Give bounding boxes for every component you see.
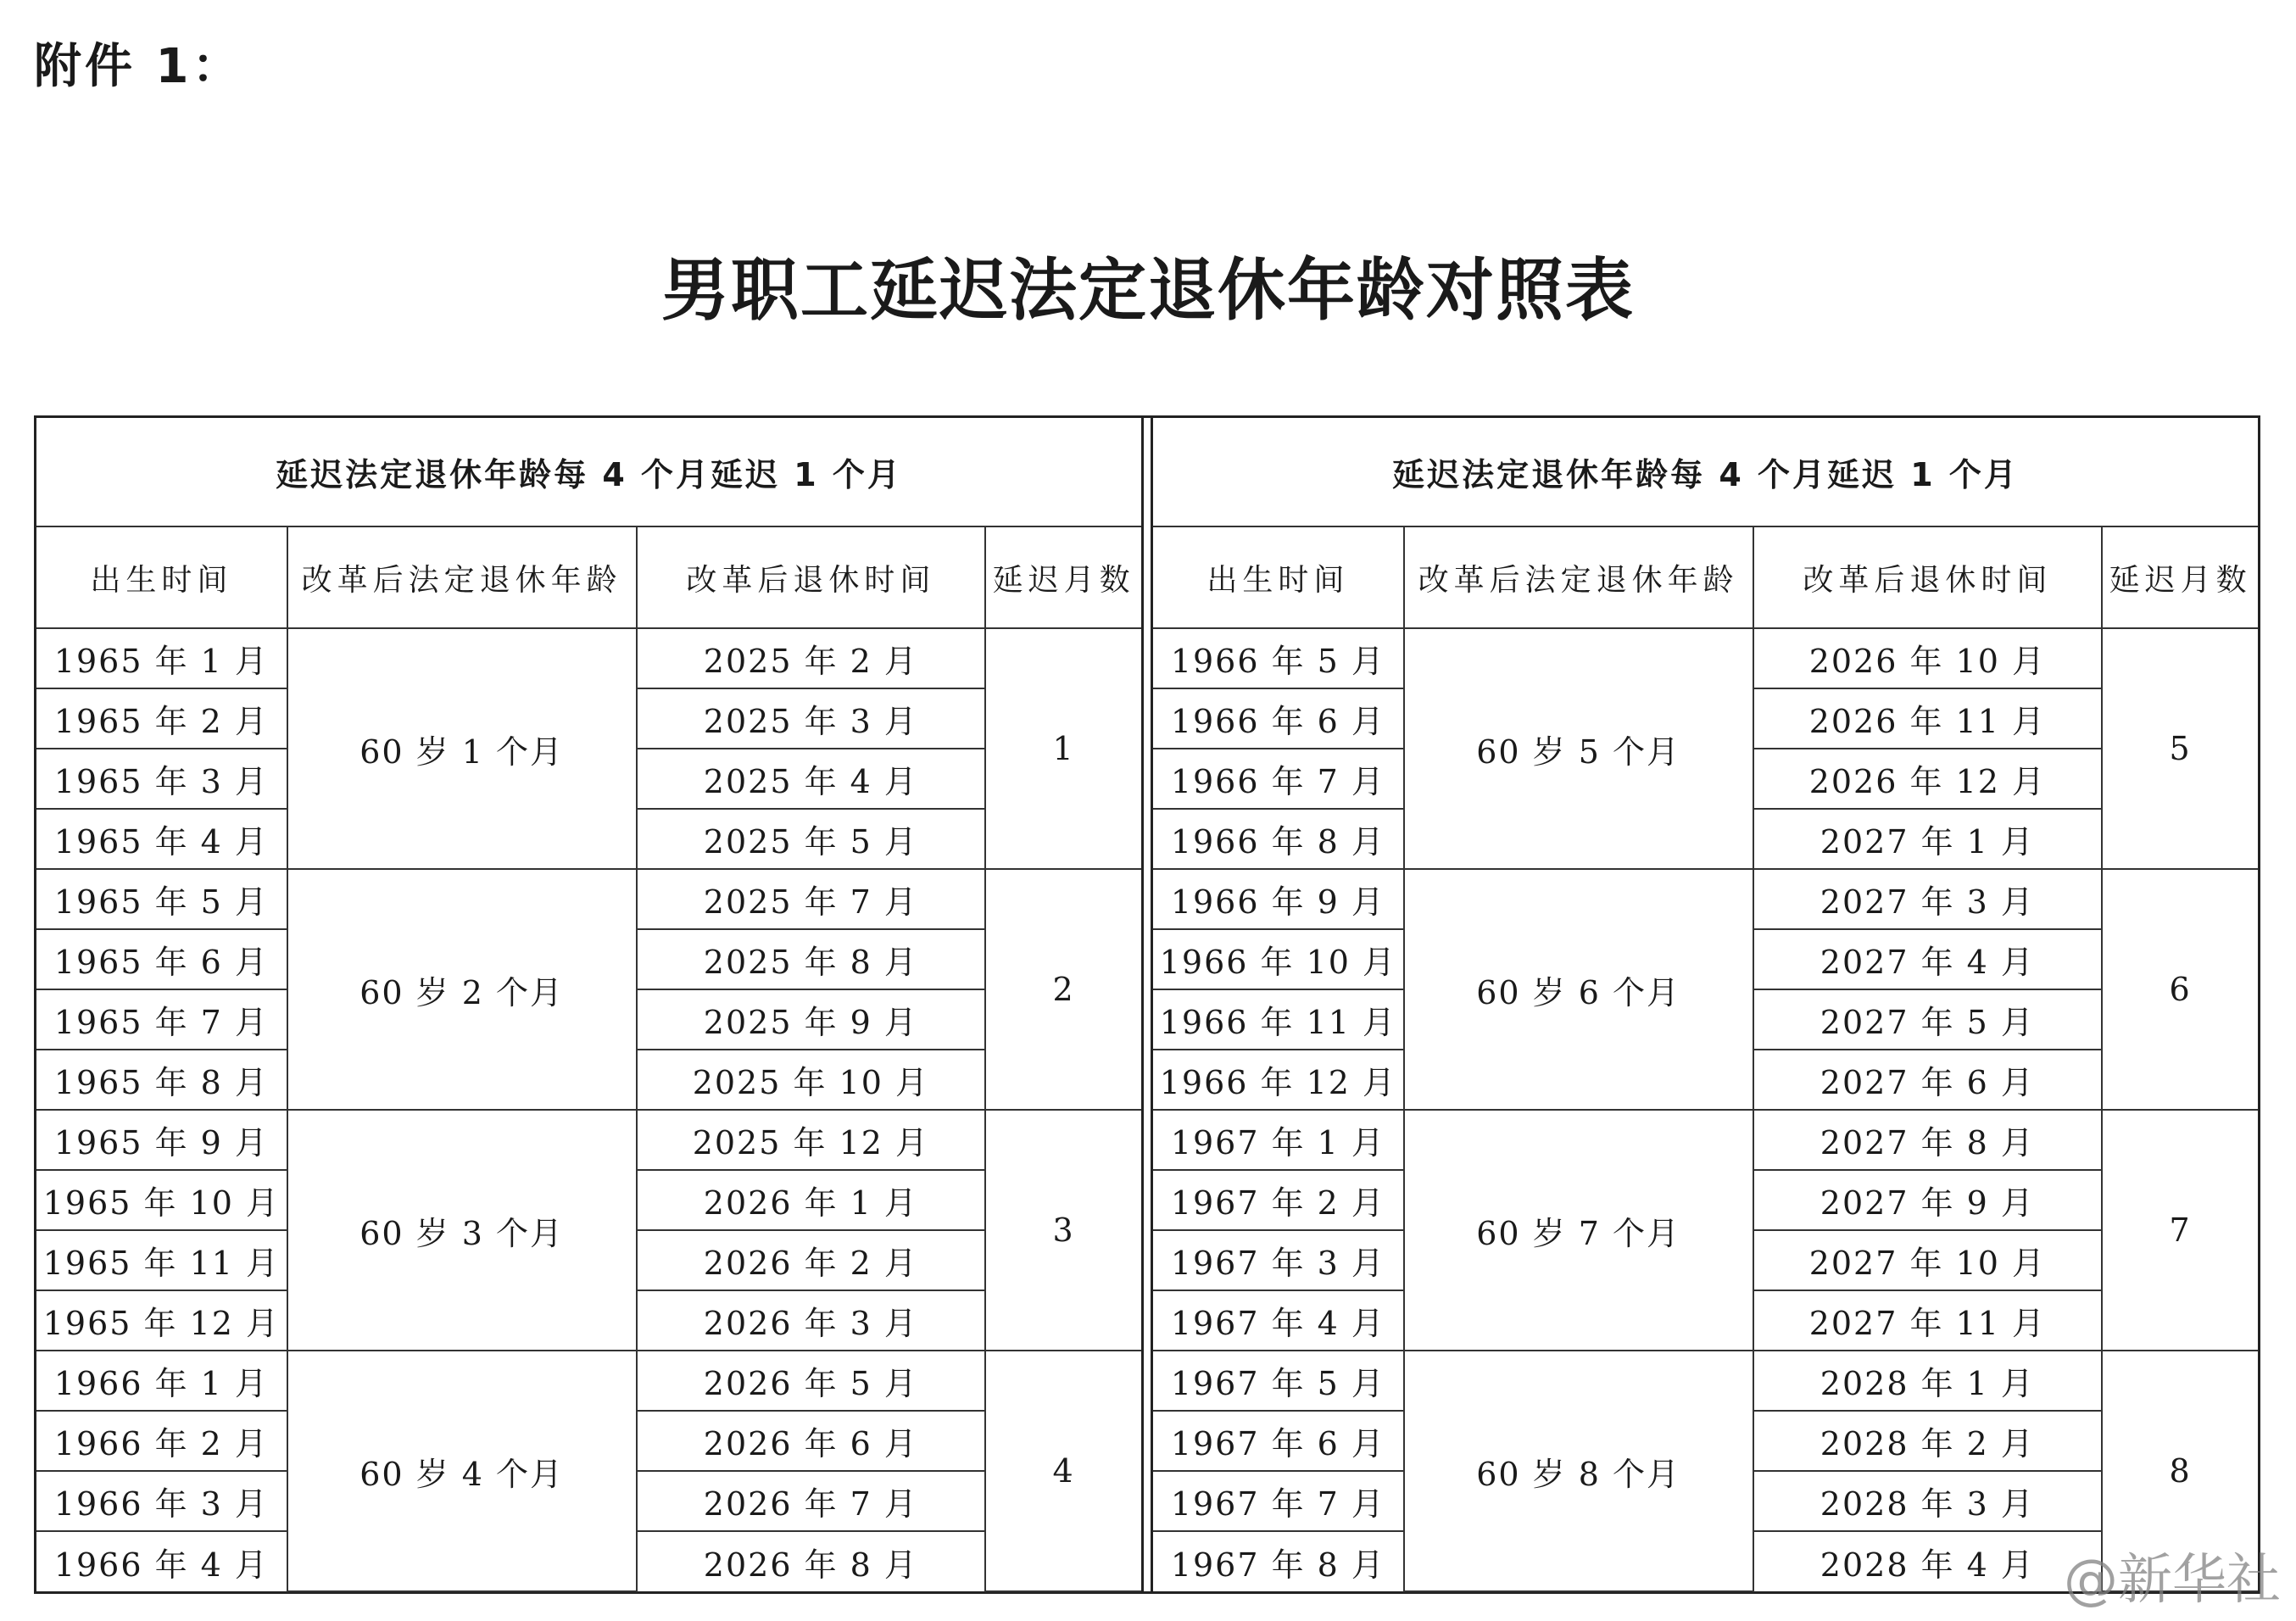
birth-cell: 1967 年 2 月: [1153, 1170, 1404, 1230]
age-cell: 60 岁 8 个月: [1404, 1351, 1753, 1591]
col-header-retire-time: 改革后退休时间: [637, 526, 986, 628]
age-cell: 60 岁 2 个月: [287, 869, 637, 1110]
comparison-table: [34, 415, 2260, 1594]
delay-cell: 3: [985, 1110, 1141, 1351]
panel-divider: [1141, 418, 1153, 1591]
retire-cell: 2025 年 10 月: [637, 1050, 986, 1110]
table-panel-left: [36, 418, 1141, 1591]
retire-cell: 2026 年 10 月: [1753, 628, 2103, 688]
birth-cell: 1965 年 12 月: [36, 1290, 287, 1351]
page-title: 男职工延迟法定退休年龄对照表: [661, 250, 1635, 330]
retire-cell: 2027 年 8 月: [1753, 1110, 2103, 1170]
retirement-table-left: [36, 418, 1141, 1592]
col-header-age: 改革后法定退休年龄: [1404, 526, 1753, 628]
delay-cell: 5: [2102, 628, 2258, 869]
birth-cell: 1967 年 6 月: [1153, 1411, 1404, 1471]
retire-cell: 2025 年 9 月: [637, 989, 986, 1050]
attachment-label: 附件 1：: [34, 39, 243, 94]
birth-cell: 1966 年 3 月: [36, 1471, 287, 1531]
birth-cell: 1966 年 8 月: [1153, 809, 1404, 869]
retire-cell: 2025 年 8 月: [637, 929, 986, 989]
age-cell: 60 岁 4 个月: [287, 1351, 637, 1591]
birth-cell: 1966 年 10 月: [1153, 929, 1404, 989]
retire-cell: 2028 年 3 月: [1753, 1471, 2103, 1531]
table-row: [1153, 869, 2258, 929]
delay-cell: 1: [985, 628, 1141, 869]
retire-cell: 2027 年 11 月: [1753, 1290, 2103, 1351]
birth-cell: 1965 年 4 月: [36, 809, 287, 869]
table-row: [1153, 1110, 2258, 1170]
table-row: [36, 1351, 1141, 1411]
col-header-birth: 出生时间: [1153, 526, 1404, 628]
birth-cell: 1967 年 8 月: [1153, 1531, 1404, 1591]
col-header-birth: 出生时间: [36, 526, 287, 628]
table-row: [1153, 628, 2258, 688]
age-cell: 60 岁 7 个月: [1404, 1110, 1753, 1351]
birth-cell: 1966 年 2 月: [36, 1411, 287, 1471]
retire-cell: 2025 年 7 月: [637, 869, 986, 929]
table-row: [36, 869, 1141, 929]
birth-cell: 1965 年 9 月: [36, 1110, 287, 1170]
birth-cell: 1965 年 1 月: [36, 628, 287, 688]
birth-cell: 1965 年 8 月: [36, 1050, 287, 1110]
watermark: @新华社: [2064, 1549, 2281, 1612]
birth-cell: 1966 年 4 月: [36, 1531, 287, 1591]
col-header-delay-months: 延迟月数: [2102, 526, 2258, 628]
birth-cell: 1967 年 1 月: [1153, 1110, 1404, 1170]
retire-cell: 2025 年 12 月: [637, 1110, 986, 1170]
retire-cell: 2026 年 5 月: [637, 1351, 986, 1411]
retire-cell: 2025 年 4 月: [637, 749, 986, 809]
birth-cell: 1965 年 5 月: [36, 869, 287, 929]
delay-cell: 2: [985, 869, 1141, 1110]
birth-cell: 1965 年 6 月: [36, 929, 287, 989]
age-cell: 60 岁 5 个月: [1404, 628, 1753, 869]
retire-cell: 2025 年 2 月: [637, 628, 986, 688]
birth-cell: 1966 年 6 月: [1153, 688, 1404, 749]
birth-cell: 1966 年 1 月: [36, 1351, 287, 1411]
birth-cell: 1966 年 7 月: [1153, 749, 1404, 809]
delay-cell: 8: [2102, 1351, 2258, 1591]
retire-cell: 2025 年 3 月: [637, 688, 986, 749]
retire-cell: 2025 年 5 月: [637, 809, 986, 869]
retire-cell: 2026 年 6 月: [637, 1411, 986, 1471]
birth-cell: 1967 年 7 月: [1153, 1471, 1404, 1531]
birth-cell: 1965 年 7 月: [36, 989, 287, 1050]
age-cell: 60 岁 1 个月: [287, 628, 637, 869]
retire-cell: 2028 年 2 月: [1753, 1411, 2103, 1471]
delay-cell: 6: [2102, 869, 2258, 1110]
retire-cell: 2026 年 8 月: [637, 1531, 986, 1591]
retire-cell: 2027 年 1 月: [1753, 809, 2103, 869]
table-row: [1153, 1351, 2258, 1411]
delay-cell: 7: [2102, 1110, 2258, 1351]
retire-cell: 2028 年 1 月: [1753, 1351, 2103, 1411]
retire-cell: 2027 年 3 月: [1753, 869, 2103, 929]
birth-cell: 1967 年 5 月: [1153, 1351, 1404, 1411]
birth-cell: 1966 年 12 月: [1153, 1050, 1404, 1110]
table-row: [36, 1110, 1141, 1170]
group-header: 延迟法定退休年龄每 4 个月延迟 1 个月: [36, 418, 1141, 526]
birth-cell: 1967 年 3 月: [1153, 1230, 1404, 1290]
retire-cell: 2028 年 4 月: [1753, 1531, 2103, 1591]
retire-cell: 2026 年 3 月: [637, 1290, 986, 1351]
retire-cell: 2026 年 12 月: [1753, 749, 2103, 809]
table-row: [36, 628, 1141, 688]
age-cell: 60 岁 3 个月: [287, 1110, 637, 1351]
retire-cell: 2027 年 6 月: [1753, 1050, 2103, 1110]
birth-cell: 1966 年 9 月: [1153, 869, 1404, 929]
col-header-retire-time: 改革后退休时间: [1753, 526, 2103, 628]
delay-cell: 4: [985, 1351, 1141, 1591]
retire-cell: 2026 年 7 月: [637, 1471, 986, 1531]
retire-cell: 2026 年 11 月: [1753, 688, 2103, 749]
col-header-age: 改革后法定退休年龄: [287, 526, 637, 628]
birth-cell: 1967 年 4 月: [1153, 1290, 1404, 1351]
retire-cell: 2027 年 10 月: [1753, 1230, 2103, 1290]
birth-cell: 1966 年 5 月: [1153, 628, 1404, 688]
retire-cell: 2027 年 9 月: [1753, 1170, 2103, 1230]
retire-cell: 2027 年 4 月: [1753, 929, 2103, 989]
col-header-delay-months: 延迟月数: [985, 526, 1141, 628]
group-header: 延迟法定退休年龄每 4 个月延迟 1 个月: [1153, 418, 2258, 526]
retire-cell: 2026 年 2 月: [637, 1230, 986, 1290]
table-panel-right: [1153, 418, 2258, 1591]
age-cell: 60 岁 6 个月: [1404, 869, 1753, 1110]
birth-cell: 1965 年 10 月: [36, 1170, 287, 1230]
birth-cell: 1965 年 11 月: [36, 1230, 287, 1290]
birth-cell: 1966 年 11 月: [1153, 989, 1404, 1050]
birth-cell: 1965 年 2 月: [36, 688, 287, 749]
retire-cell: 2027 年 5 月: [1753, 989, 2103, 1050]
birth-cell: 1965 年 3 月: [36, 749, 287, 809]
retirement-table-right: [1153, 418, 2258, 1592]
retire-cell: 2026 年 1 月: [637, 1170, 986, 1230]
